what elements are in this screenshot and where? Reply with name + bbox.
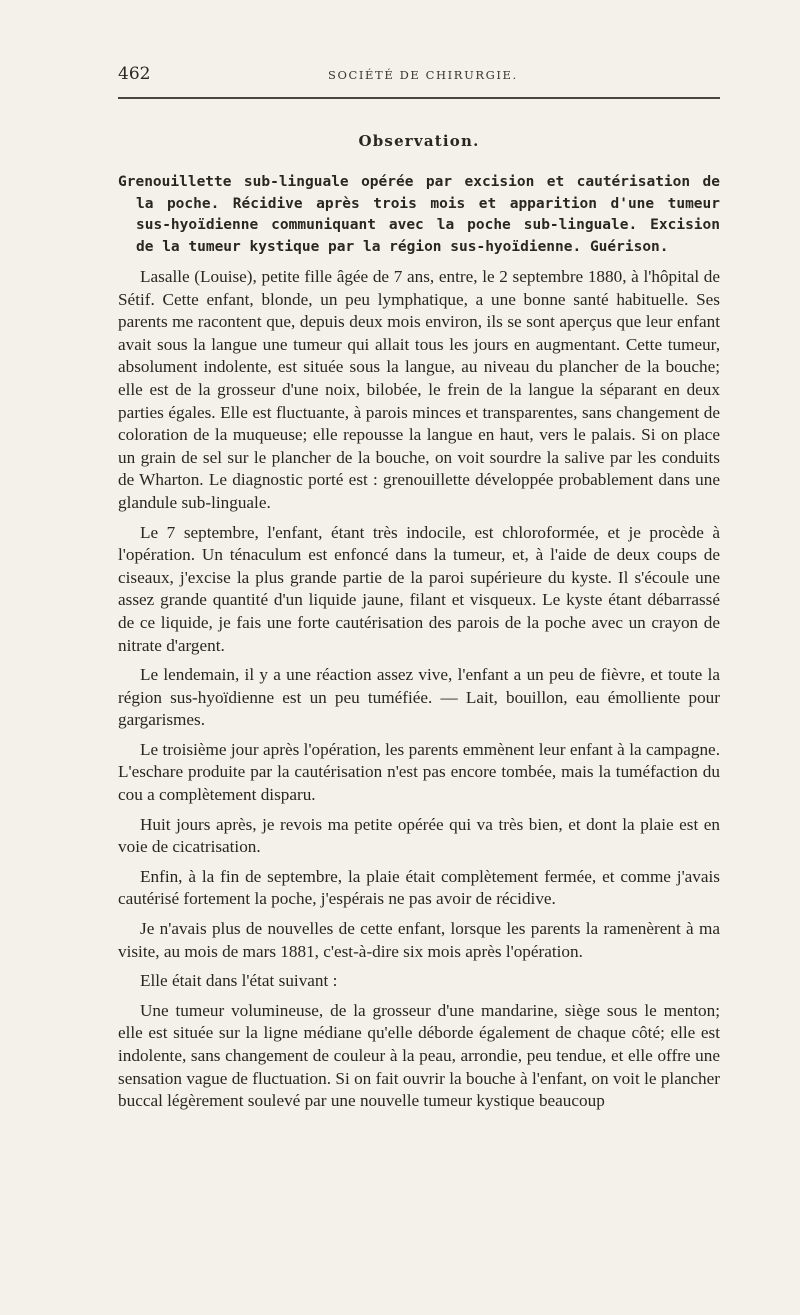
header-rule [118, 97, 720, 99]
paragraph: Enfin, à la fin de septembre, la plaie était complètement fermée, et comme j'avais cautérisé fortement la poche, j'espérais ne pas avoir de récidive. [118, 866, 720, 909]
running-head [118, 64, 720, 88]
case-summary: Grenouillette sub-linguale opérée par excision et cautérisation de la poche. Récidive après trois mois et apparition d'une tumeur sus-hyoïdienne communiquant avec la poche sub-linguale. Excision de la tumeur kystique par la région sus-hyoïdienne. Guérison. [118, 174, 720, 256]
paragraph: Le lendemain, il y a une réaction assez vive, l'enfant a un peu de fièvre, et toute la région sus-hyoïdienne est un peu tuméfiée. — Lait, bouillon, eau émolliente pour gargarismes. [118, 665, 720, 730]
body-text [118, 266, 720, 1120]
paragraph: Huit jours après, je revois ma petite opérée qui va très bien, et dont la plaie est en voie de cicatrisation. [118, 814, 720, 857]
paragraph: Elle était dans l'état suivant : [140, 971, 338, 991]
paragraph: Une tumeur volumineuse, de la grosseur d'une mandarine, siège sous le menton; elle est située sur la ligne médiane qu'elle déborde également de chaque côté; elle est indolente, sans changement de couleur à la peau, arrondie, peu tendue, et elle offre une sensation vague de fluctuation. Si on fait ouvrir la bouche à l'enfant, on voit le plancher buccal légèrement soulevé par une nouvelle tumeur kystique beaucoup [118, 1000, 720, 1111]
journal-title: SOCIÉTÉ DE CHIRURGIE. [328, 68, 518, 82]
section-heading: Observation. [358, 132, 480, 150]
page-number: 462 [118, 64, 151, 84]
paragraph: Je n'avais plus de nouvelles de cette enfant, lorsque les parents la ramenèrent à ma visite, au mois de mars 1881, c'est-à-dire six mois après l'opération. [118, 919, 720, 961]
paragraph: Le 7 septembre, l'enfant, étant très indocile, est chloroformée, et je procède à l'opération. Un ténaculum est enfoncé dans la tumeur, et, à l'aide de deux coups de ciseaux, j'excise la plus grande partie de la paroi supérieure du kyste. Il s'écoule une assez grande quantité d'un liquide jaune, filant et visqueux. Le kyste étant débarrassé de ce liquide, je fais une forte cautérisation des parois de la poche avec un crayon de nitrate d'argent. [118, 522, 720, 655]
paragraph: Lasalle (Louise), petite fille âgée de 7 ans, entre, le 2 septembre 1880, à l'hôpital de Sétif. Cette enfant, blonde, un peu lymphatique, a une bonne santé habituelle. Ses parents me racontent que, depuis deux mois environ, ils se sont aperçus que leur enfant avait sous la langue une tumeur qui allait tous les jours en augmentant. Cette tumeur, absolument indolente, est située sous la langue, au niveau du plancher de la bouche; elle est de la grosseur d'une noix, bilobée, le frein de la langue la séparant en deux parties égales. Elle est fluctuante, à parois minces et transparentes, sans changement de coloration de la muqueuse; elle repousse la langue en haut, vers le palais. Si on place un grain de sel sur le plancher de la bouche, on voit sourdre la salive par les conduits de Wharton. Le diagnostic porté est : grenouillette développée probablement dans une glandule sub-linguale. [118, 267, 720, 512]
paragraph: Le troisième jour après l'opération, les parents emmènent leur enfant à la campagne. L'eschare produite par la cautérisation n'est pas encore tombée, mais la tuméfaction du cou a complètement disparu. [118, 739, 720, 805]
